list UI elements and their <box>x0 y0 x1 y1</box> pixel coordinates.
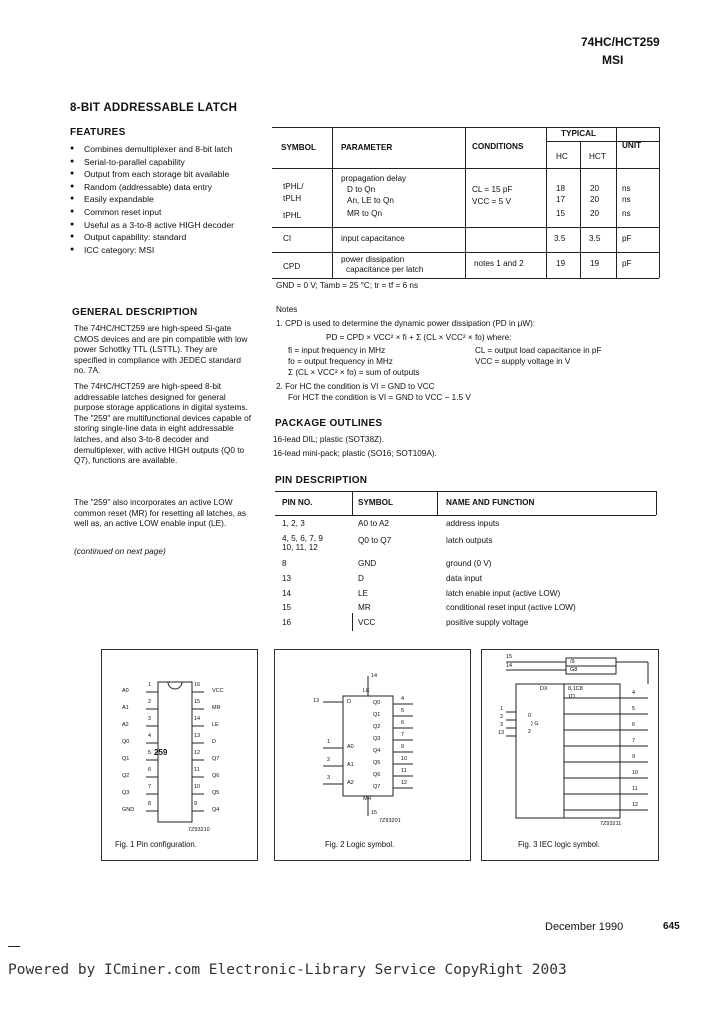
pin-row-no: 13 <box>282 574 292 583</box>
figure-1 <box>101 649 258 861</box>
fig1-right-label: Q6 <box>212 773 220 779</box>
qr-ci-hct: 3.5 <box>589 234 601 243</box>
fig3-g2: G8 <box>570 667 578 673</box>
qr-ci-unit: pF <box>622 234 632 243</box>
pin-row-name: positive supply voltage <box>446 618 529 627</box>
fig3-output-no: 6 <box>632 722 636 728</box>
general-p1: The 74HC/HCT259 are high-speed Si-gate CMOS devices and are pin compatible with low power Schottky TTL (LSTTL). They are specified in compliance with JEDEC standard no. 7A. <box>74 323 248 376</box>
pin-row-name: latch outputs <box>446 536 493 545</box>
qr-prop-unit-3: ns <box>622 209 631 218</box>
qr-prop-unit-2: ns <box>622 195 631 204</box>
fig3-code: 7Z93211 <box>600 821 622 827</box>
general-heading: GENERAL DESCRIPTION <box>72 307 198 318</box>
fig1-left-pin-no: 3 <box>148 716 152 722</box>
qr-col-hc: HC <box>556 152 568 161</box>
qr-prop-symbol-2: tPLH <box>283 194 302 203</box>
footer-date: December 1990 <box>545 921 624 933</box>
fig2-le: LE <box>363 688 370 694</box>
pin-row-no: 15 <box>282 603 292 612</box>
fig1-right-label: VCC <box>212 688 224 694</box>
pin-row-name: data input <box>446 574 482 583</box>
qr-cpd-hc: 19 <box>556 259 566 268</box>
pin-row-name: address inputs <box>446 519 500 528</box>
note-fo: fo = output frequency in MHz <box>288 357 393 366</box>
qr-cpd-param-1: power dissipation <box>341 255 405 264</box>
pin-row-no: 16 <box>282 618 292 627</box>
notes-heading: Notes <box>276 305 298 314</box>
qr-prop-symbol-1: tPHL/ <box>283 182 304 191</box>
fig2-output-label: Q2 <box>373 724 381 730</box>
note-cl: CL = output load capacitance in pF <box>475 346 602 355</box>
fig2-address-no: 1 <box>327 739 331 745</box>
qr-prop-unit-1: ns <box>622 184 631 193</box>
fig3-output-no: 12 <box>632 802 639 808</box>
fig2-address-no: 3 <box>327 775 331 781</box>
fig1-right-pin-no: 15 <box>194 699 201 705</box>
pin-row-name: conditional reset input (active LOW) <box>446 603 576 612</box>
fig1-left-label: Q1 <box>122 756 130 762</box>
pin-row-symbol: VCC <box>358 618 376 627</box>
fig2-output-label: Q7 <box>373 784 381 790</box>
fig1-right-label: D <box>212 739 216 745</box>
fig2-output-label: Q5 <box>373 760 381 766</box>
fig1-left-pin-no: 8 <box>148 801 152 807</box>
pin-row-symbol: D <box>358 574 364 583</box>
fig2-address-no: 2 <box>327 757 331 763</box>
fig3-output-no: 7 <box>632 738 636 744</box>
pin-row-no: 1, 2, 3 <box>282 519 305 528</box>
fig2-address-label: A1 <box>347 762 354 768</box>
fig1-right-pin-no: 10 <box>194 784 201 790</box>
fig1-right-pin-no: 9 <box>194 801 198 807</box>
fig3-in-2: 14 <box>506 663 513 669</box>
qr-ci-hc: 3.5 <box>554 234 566 243</box>
fig1-caption: Fig. 1 Pin configuration. <box>115 840 197 849</box>
fig1-right-label: Q5 <box>212 790 220 796</box>
pin-row-no: 4, 5, 6, 7, 9 10, 11, 12 <box>282 534 323 552</box>
fig1-right-label: MR <box>212 705 221 711</box>
note-fi: fi = input frequency in MHz <box>288 346 386 355</box>
fig2-output-no: 6 <box>401 720 405 726</box>
qr-prop-symbol-3: tPHL <box>283 211 302 220</box>
fig3-range: 8,1C8 <box>568 686 583 692</box>
pin-row-symbol: MR <box>358 603 371 612</box>
qr-col-conditions: CONDITIONS <box>472 142 524 151</box>
fig1-code: 7Z93210 <box>188 827 210 833</box>
fig1-left-pin-no: 6 <box>148 767 152 773</box>
fig3-output-no: 4 <box>632 690 636 696</box>
pin-col-no: PIN NO. <box>282 498 313 507</box>
fig3-bracket: 0 } G 2 <box>528 713 539 735</box>
note-vcc: VCC = supply voltage in V <box>475 357 571 366</box>
general-p2: The 74HC/HCT259 are high-speed 8-bit addressable latches designed for general purpose storage applications in digital systems. The "259" are multifunctional devices capable of storing single-line data in eight addressable latches, and also 3-to-8 decoder and demultiplexer, with active HIGH outputs (Q0 to Q7), functions are available. <box>74 381 252 466</box>
page-title: 8-BIT ADDRESSABLE LATCH <box>70 102 238 114</box>
feature-item: ● Common reset input <box>70 206 260 219</box>
fig1-right-pin-no: 13 <box>194 733 201 739</box>
fig2-output-label: Q0 <box>373 700 381 706</box>
fig1-right-label: Q7 <box>212 756 220 762</box>
fig1-left-pin-no: 2 <box>148 699 152 705</box>
fig2-output-no: 5 <box>401 708 405 714</box>
qr-prop-hc-3: 15 <box>556 209 566 218</box>
pin-row-no: 8 <box>282 559 287 568</box>
fig3-address-no: 1 <box>500 706 504 712</box>
fig3-d: 1D <box>568 694 576 700</box>
pin-row-symbol: LE <box>358 589 369 598</box>
qr-col-typical: TYPICAL <box>561 129 597 138</box>
family-label: MSI <box>602 53 624 67</box>
note-2b: For HCT the condition is VI = GND to VCC − 1.5 V <box>288 393 471 402</box>
fig2-output-no: 10 <box>401 756 408 762</box>
fig1-left-label: A0 <box>122 688 129 694</box>
fig1-left-pin-no: 4 <box>148 733 152 739</box>
feature-item: ● Random (addressable) data entry <box>70 181 260 194</box>
qr-cpd-hct: 19 <box>590 259 600 268</box>
fig3-output-no: 5 <box>632 706 636 712</box>
qr-prop-hc-1: 18 <box>556 184 566 193</box>
feature-item: ● ICC category: MSI <box>70 244 260 257</box>
qr-ci-symbol: CI <box>283 234 292 243</box>
continued-note: (continued on next page) <box>74 546 166 556</box>
pin-row-no: 14 <box>282 589 292 598</box>
qr-prop-param-1: D to Qn <box>347 185 376 194</box>
fig3-g1: /9 <box>570 659 575 665</box>
qr-prop-cond-1: CL = 15 pF <box>472 185 513 194</box>
fig1-left-pin-no: 1 <box>148 682 152 688</box>
qr-cpd-param-2: capacitance per latch <box>346 265 424 274</box>
feature-item: ● Useful as a 3-to-8 active HIGH decoder <box>70 219 260 232</box>
footer-mark <box>8 946 20 947</box>
qr-prop-hct-3: 20 <box>590 209 600 218</box>
package-line-2: 16-lead mini-pack; plastic (SO16; SOT109A). <box>273 449 437 458</box>
qr-gnd-note: GND = 0 V; Tamb = 25 °C; tr = tf = 6 ns <box>276 281 419 290</box>
feature-item: ● Easily expandable <box>70 193 260 206</box>
qr-prop-param-0: propagation delay <box>341 174 407 183</box>
qr-cpd-unit: pF <box>622 259 632 268</box>
fig2-output-label: Q4 <box>373 748 381 754</box>
note-formula: PD = CPD × VCC² × fi + Σ (CL × VCC² × fo) where: <box>326 333 512 342</box>
note-1: 1. CPD is used to determine the dynamic power dissipation (PD in μW): <box>276 319 536 328</box>
pin-col-symbol: SYMBOL <box>358 498 394 507</box>
qr-prop-param-3: MR to Qn <box>347 209 383 218</box>
qr-cpd-symbol: CPD <box>283 262 301 271</box>
note-sum: Σ (CL × VCC² × fo) = sum of outputs <box>288 368 420 377</box>
fig3-in-1: 15 <box>506 654 513 660</box>
fig2-output-no: 12 <box>401 780 408 786</box>
pins-heading: PIN DESCRIPTION <box>275 475 368 486</box>
qr-col-hct: HCT <box>589 152 606 161</box>
package-line-1: 16-lead DIL; plastic (SOT38Z). <box>273 435 385 444</box>
fig3-output-no: 11 <box>632 786 638 792</box>
fig2-d: D <box>347 699 351 705</box>
fig1-left-label: A2 <box>122 722 129 728</box>
figure-3 <box>481 649 659 861</box>
chip-label: 259 <box>154 748 168 757</box>
fig1-left-label: Q0 <box>122 739 130 745</box>
fig1-left-label: A1 <box>122 705 129 711</box>
fig1-left-label: Q2 <box>122 773 130 779</box>
fig2-mr-no: 15 <box>371 810 378 816</box>
qr-prop-param-2: An, LE to Qn <box>347 196 394 205</box>
footer-service: Powered by ICminer.com Electronic-Library Service CopyRight 2003 <box>8 962 567 978</box>
qr-prop-hc-2: 17 <box>556 195 566 204</box>
qr-col-symbol: SYMBOL <box>281 143 317 152</box>
fig3-address-no: 2 <box>500 714 504 720</box>
feature-item: ● Output capability: standard <box>70 231 260 244</box>
fig2-address-label: A0 <box>347 744 354 750</box>
note-2a: 2. For HC the condition is VI = GND to VCC <box>276 382 435 391</box>
fig1-right-pin-no: 11 <box>194 767 200 773</box>
qr-prop-cond-2: VCC = 5 V <box>472 197 511 206</box>
fig2-address-label: A2 <box>347 780 354 786</box>
qr-col-unit: UNIT <box>622 141 642 150</box>
fig1-right-pin-no: 16 <box>194 682 201 688</box>
fig1-right-label: LE <box>212 722 219 728</box>
feature-item: ● Combines demultiplexer and 8-bit latch <box>70 143 260 156</box>
feature-item: ● Output from each storage bit available <box>70 168 260 181</box>
fig3-address-no: 3 <box>500 722 504 728</box>
fig2-d-no: 13 <box>313 698 320 704</box>
pin-row-name: latch enable input (active LOW) <box>446 589 561 598</box>
features-list <box>70 143 260 256</box>
fig3-output-no: 10 <box>632 770 639 776</box>
fig3-output-no: 9 <box>632 754 636 760</box>
pin-row-symbol: Q0 to Q7 <box>358 536 392 545</box>
fig2-output-no: 7 <box>401 732 405 738</box>
qr-prop-hct-2: 20 <box>590 195 600 204</box>
general-p3: The "259" also incorporates an active LOW common reset (MR) for resetting all latches, as well as, an active LOW enable input (LE). <box>74 497 246 529</box>
figure-2 <box>274 649 471 861</box>
fig1-left-label: GND <box>122 807 135 813</box>
footer-page: 645 <box>663 921 680 932</box>
fig2-output-label: Q1 <box>373 712 381 718</box>
fig2-output-no: 11 <box>401 768 407 774</box>
qr-col-parameter: PARAMETER <box>341 143 393 152</box>
fig2-output-label: Q6 <box>373 772 381 778</box>
fig1-right-label: Q4 <box>212 807 220 813</box>
part-number: 74HC/HCT259 <box>581 35 660 49</box>
fig1-right-pin-no: 12 <box>194 750 201 756</box>
fig1-left-pin-no: 5 <box>148 750 152 756</box>
fig2-code: 7Z93201 <box>379 818 401 824</box>
pin-row-symbol: GND <box>358 559 377 568</box>
pin-row-name: ground (0 V) <box>446 559 492 568</box>
package-heading: PACKAGE OUTLINES <box>275 418 383 429</box>
features-heading: FEATURES <box>70 127 126 138</box>
fig3-dx: DX <box>540 686 548 692</box>
fig2-output-label: Q3 <box>373 736 381 742</box>
fig2-caption: Fig. 2 Logic symbol. <box>325 840 395 849</box>
qr-cpd-cond: notes 1 and 2 <box>474 259 524 268</box>
fig1-left-label: Q3 <box>122 790 130 796</box>
pin-col-name: NAME AND FUNCTION <box>446 498 535 507</box>
fig2-mr: MR <box>363 796 372 802</box>
pin-row-symbol: A0 to A2 <box>358 519 389 528</box>
qr-ci-param: input capacitance <box>341 234 405 243</box>
fig1-right-pin-no: 14 <box>194 716 201 722</box>
fig3-d-input-no: 13 <box>498 730 505 736</box>
fig1-left-pin-no: 7 <box>148 784 152 790</box>
fig2-le-no: 14 <box>371 673 378 679</box>
fig3-caption: Fig. 3 IEC logic symbol. <box>518 840 600 849</box>
feature-item: ● Serial-to-parallel capability <box>70 156 260 169</box>
qr-prop-hct-1: 20 <box>590 184 600 193</box>
fig2-output-no: 9 <box>401 744 405 750</box>
fig2-output-no: 4 <box>401 696 405 702</box>
